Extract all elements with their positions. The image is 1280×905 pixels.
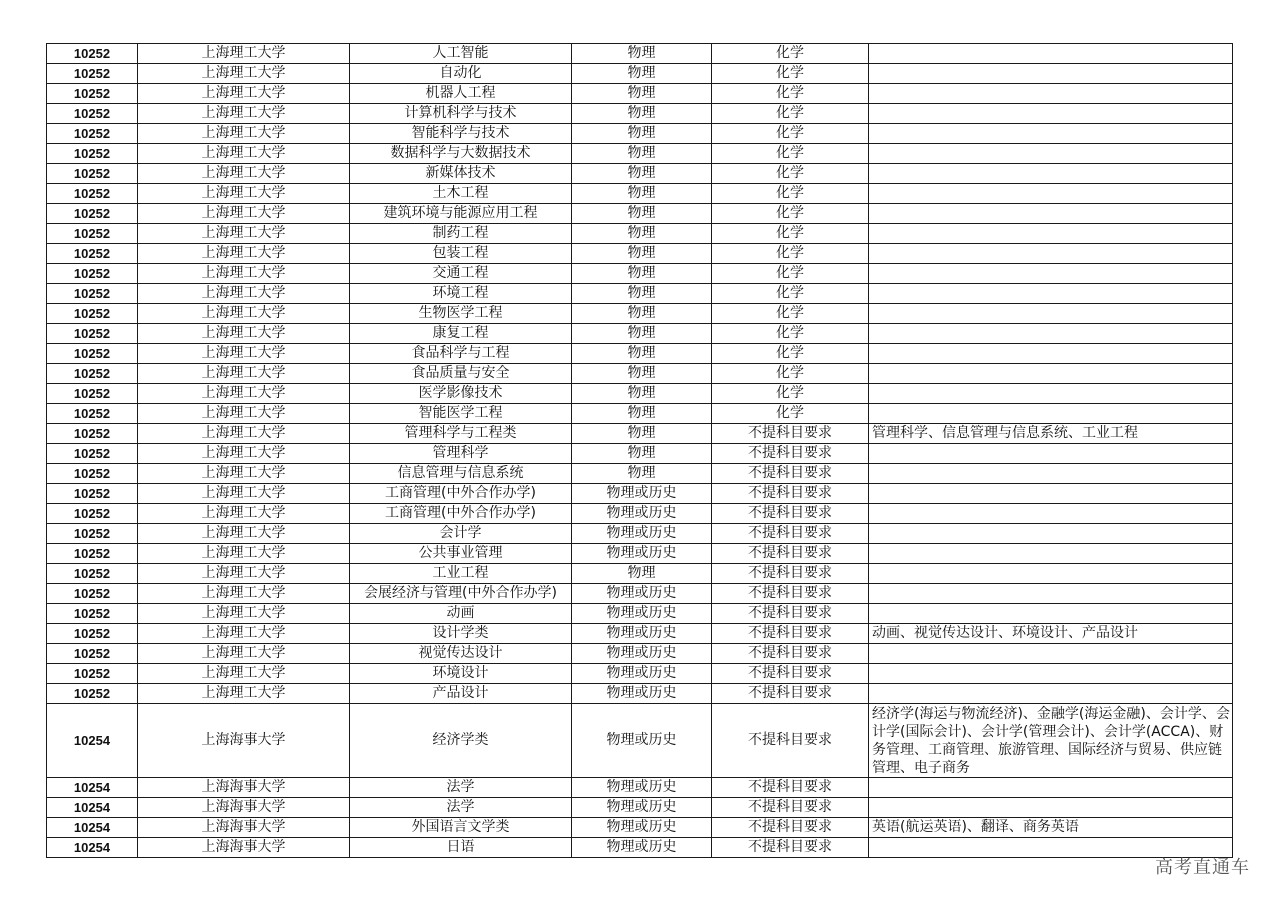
first-subject-cell: 物理 bbox=[572, 244, 712, 264]
table-row bbox=[47, 644, 1233, 664]
first-subject-cell: 物理 bbox=[572, 284, 712, 304]
university-code-cell: 10254 bbox=[47, 798, 138, 818]
second-subject-cell: 不提科目要求 bbox=[712, 664, 869, 684]
first-subject-cell: 物理或历史 bbox=[572, 684, 712, 704]
major-name-cell: 计算机科学与技术 bbox=[350, 104, 572, 124]
university-code-cell: 10252 bbox=[47, 324, 138, 344]
second-subject-cell: 不提科目要求 bbox=[712, 778, 869, 798]
second-subject-cell: 不提科目要求 bbox=[712, 564, 869, 584]
second-subject-cell: 不提科目要求 bbox=[712, 818, 869, 838]
table-row bbox=[47, 164, 1233, 184]
second-subject-cell: 化学 bbox=[712, 164, 869, 184]
university-code-cell: 10252 bbox=[47, 84, 138, 104]
included-majors-cell bbox=[869, 444, 1233, 464]
table-row bbox=[47, 818, 1233, 838]
university-name-cell: 上海理工大学 bbox=[138, 324, 350, 344]
university-code-cell: 10252 bbox=[47, 564, 138, 584]
university-name-cell: 上海理工大学 bbox=[138, 664, 350, 684]
table-row bbox=[47, 124, 1233, 144]
university-code-cell: 10252 bbox=[47, 264, 138, 284]
major-name-cell: 法学 bbox=[350, 778, 572, 798]
first-subject-cell: 物理或历史 bbox=[572, 604, 712, 624]
second-subject-cell: 化学 bbox=[712, 324, 869, 344]
major-name-cell: 工业工程 bbox=[350, 564, 572, 584]
included-majors-cell bbox=[869, 604, 1233, 624]
university-name-cell: 上海理工大学 bbox=[138, 304, 350, 324]
major-name-cell: 环境设计 bbox=[350, 664, 572, 684]
first-subject-cell: 物理或历史 bbox=[572, 504, 712, 524]
second-subject-cell: 不提科目要求 bbox=[712, 838, 869, 858]
included-majors-cell bbox=[869, 284, 1233, 304]
major-name-cell: 公共事业管理 bbox=[350, 544, 572, 564]
first-subject-cell: 物理 bbox=[572, 364, 712, 384]
university-code-cell: 10252 bbox=[47, 144, 138, 164]
university-code-cell: 10252 bbox=[47, 504, 138, 524]
university-code-cell: 10252 bbox=[47, 124, 138, 144]
university-name-cell: 上海理工大学 bbox=[138, 424, 350, 444]
first-subject-cell: 物理 bbox=[572, 424, 712, 444]
university-name-cell: 上海理工大学 bbox=[138, 364, 350, 384]
major-name-cell: 人工智能 bbox=[350, 44, 572, 64]
second-subject-cell: 不提科目要求 bbox=[712, 504, 869, 524]
major-name-cell: 会展经济与管理(中外合作办学) bbox=[350, 584, 572, 604]
major-name-cell: 食品质量与安全 bbox=[350, 364, 572, 384]
included-majors-cell bbox=[869, 384, 1233, 404]
second-subject-cell: 化学 bbox=[712, 244, 869, 264]
second-subject-cell: 化学 bbox=[712, 344, 869, 364]
second-subject-cell: 不提科目要求 bbox=[712, 704, 869, 778]
first-subject-cell: 物理 bbox=[572, 384, 712, 404]
university-name-cell: 上海理工大学 bbox=[138, 64, 350, 84]
table-row bbox=[47, 664, 1233, 684]
first-subject-cell: 物理或历史 bbox=[572, 664, 712, 684]
second-subject-cell: 化学 bbox=[712, 204, 869, 224]
university-code-cell: 10252 bbox=[47, 444, 138, 464]
first-subject-cell: 物理 bbox=[572, 464, 712, 484]
table-row bbox=[47, 704, 1233, 778]
university-code-cell: 10252 bbox=[47, 544, 138, 564]
university-name-cell: 上海海事大学 bbox=[138, 778, 350, 798]
second-subject-cell: 化学 bbox=[712, 224, 869, 244]
subject-requirements-table bbox=[46, 43, 1233, 858]
included-majors-cell bbox=[869, 164, 1233, 184]
university-code-cell: 10252 bbox=[47, 684, 138, 704]
second-subject-cell: 化学 bbox=[712, 64, 869, 84]
table-row bbox=[47, 324, 1233, 344]
first-subject-cell: 物理 bbox=[572, 144, 712, 164]
watermark-text: 高考直通车 bbox=[1155, 857, 1250, 878]
major-name-cell: 会计学 bbox=[350, 524, 572, 544]
major-name-cell: 日语 bbox=[350, 838, 572, 858]
first-subject-cell: 物理 bbox=[572, 224, 712, 244]
university-name-cell: 上海理工大学 bbox=[138, 584, 350, 604]
included-majors-cell bbox=[869, 264, 1233, 284]
first-subject-cell: 物理或历史 bbox=[572, 798, 712, 818]
first-subject-cell: 物理或历史 bbox=[572, 584, 712, 604]
university-code-cell: 10252 bbox=[47, 644, 138, 664]
university-name-cell: 上海理工大学 bbox=[138, 604, 350, 624]
table-row bbox=[47, 144, 1233, 164]
major-name-cell: 医学影像技术 bbox=[350, 384, 572, 404]
second-subject-cell: 不提科目要求 bbox=[712, 584, 869, 604]
university-code-cell: 10252 bbox=[47, 284, 138, 304]
second-subject-cell: 化学 bbox=[712, 84, 869, 104]
major-name-cell: 环境工程 bbox=[350, 284, 572, 304]
included-majors-cell bbox=[869, 144, 1233, 164]
table-row bbox=[47, 484, 1233, 504]
university-name-cell: 上海海事大学 bbox=[138, 798, 350, 818]
included-majors-cell: 英语(航运英语)、翻译、商务英语 bbox=[869, 818, 1233, 838]
university-name-cell: 上海理工大学 bbox=[138, 244, 350, 264]
table-row bbox=[47, 524, 1233, 544]
major-name-cell: 管理科学 bbox=[350, 444, 572, 464]
major-name-cell: 法学 bbox=[350, 798, 572, 818]
table-row bbox=[47, 504, 1233, 524]
university-name-cell: 上海理工大学 bbox=[138, 624, 350, 644]
first-subject-cell: 物理 bbox=[572, 264, 712, 284]
included-majors-cell bbox=[869, 564, 1233, 584]
major-name-cell: 动画 bbox=[350, 604, 572, 624]
included-majors-cell bbox=[869, 644, 1233, 664]
university-code-cell: 10252 bbox=[47, 244, 138, 264]
university-name-cell: 上海理工大学 bbox=[138, 84, 350, 104]
university-code-cell: 10252 bbox=[47, 464, 138, 484]
table-row bbox=[47, 204, 1233, 224]
first-subject-cell: 物理 bbox=[572, 44, 712, 64]
university-name-cell: 上海海事大学 bbox=[138, 838, 350, 858]
included-majors-cell bbox=[869, 304, 1233, 324]
included-majors-cell bbox=[869, 124, 1233, 144]
first-subject-cell: 物理或历史 bbox=[572, 524, 712, 544]
included-majors-cell bbox=[869, 484, 1233, 504]
major-name-cell: 自动化 bbox=[350, 64, 572, 84]
table-row bbox=[47, 604, 1233, 624]
second-subject-cell: 不提科目要求 bbox=[712, 444, 869, 464]
university-name-cell: 上海理工大学 bbox=[138, 204, 350, 224]
table-row bbox=[47, 544, 1233, 564]
second-subject-cell: 化学 bbox=[712, 144, 869, 164]
included-majors-cell bbox=[869, 344, 1233, 364]
first-subject-cell: 物理 bbox=[572, 204, 712, 224]
first-subject-cell: 物理或历史 bbox=[572, 838, 712, 858]
university-name-cell: 上海理工大学 bbox=[138, 164, 350, 184]
included-majors-cell bbox=[869, 204, 1233, 224]
major-name-cell: 土木工程 bbox=[350, 184, 572, 204]
major-name-cell: 食品科学与工程 bbox=[350, 344, 572, 364]
first-subject-cell: 物理 bbox=[572, 444, 712, 464]
included-majors-cell bbox=[869, 798, 1233, 818]
included-majors-cell bbox=[869, 684, 1233, 704]
major-name-cell: 交通工程 bbox=[350, 264, 572, 284]
major-name-cell: 外国语言文学类 bbox=[350, 818, 572, 838]
second-subject-cell: 不提科目要求 bbox=[712, 524, 869, 544]
table-row bbox=[47, 444, 1233, 464]
second-subject-cell: 不提科目要求 bbox=[712, 684, 869, 704]
second-subject-cell: 不提科目要求 bbox=[712, 464, 869, 484]
second-subject-cell: 不提科目要求 bbox=[712, 424, 869, 444]
table-row bbox=[47, 584, 1233, 604]
second-subject-cell: 不提科目要求 bbox=[712, 604, 869, 624]
table-row bbox=[47, 304, 1233, 324]
university-name-cell: 上海理工大学 bbox=[138, 264, 350, 284]
table-row bbox=[47, 84, 1233, 104]
major-name-cell: 建筑环境与能源应用工程 bbox=[350, 204, 572, 224]
university-code-cell: 10252 bbox=[47, 64, 138, 84]
university-code-cell: 10254 bbox=[47, 838, 138, 858]
university-name-cell: 上海理工大学 bbox=[138, 224, 350, 244]
first-subject-cell: 物理 bbox=[572, 304, 712, 324]
first-subject-cell: 物理或历史 bbox=[572, 544, 712, 564]
major-name-cell: 信息管理与信息系统 bbox=[350, 464, 572, 484]
first-subject-cell: 物理 bbox=[572, 164, 712, 184]
second-subject-cell: 化学 bbox=[712, 364, 869, 384]
included-majors-cell bbox=[869, 584, 1233, 604]
included-majors-cell: 动画、视觉传达设计、环境设计、产品设计 bbox=[869, 624, 1233, 644]
university-name-cell: 上海理工大学 bbox=[138, 404, 350, 424]
first-subject-cell: 物理 bbox=[572, 124, 712, 144]
university-name-cell: 上海理工大学 bbox=[138, 44, 350, 64]
major-name-cell: 新媒体技术 bbox=[350, 164, 572, 184]
table-row bbox=[47, 404, 1233, 424]
table-body bbox=[47, 44, 1233, 858]
included-majors-cell bbox=[869, 404, 1233, 424]
second-subject-cell: 不提科目要求 bbox=[712, 544, 869, 564]
table-row bbox=[47, 684, 1233, 704]
major-name-cell: 康复工程 bbox=[350, 324, 572, 344]
university-name-cell: 上海理工大学 bbox=[138, 344, 350, 364]
included-majors-cell bbox=[869, 364, 1233, 384]
university-name-cell: 上海理工大学 bbox=[138, 544, 350, 564]
first-subject-cell: 物理或历史 bbox=[572, 818, 712, 838]
university-code-cell: 10252 bbox=[47, 164, 138, 184]
included-majors-cell: 经济学(海运与物流经济)、金融学(海运金融)、会计学、会计学(国际会计)、会计学(管理会计)、会计学(ACCA)、财务管理、工商管理、旅游管理、国际经济与贸易、供应链管理、电子商务 bbox=[869, 704, 1233, 778]
university-name-cell: 上海理工大学 bbox=[138, 644, 350, 664]
included-majors-cell bbox=[869, 504, 1233, 524]
included-majors-cell bbox=[869, 64, 1233, 84]
university-code-cell: 10252 bbox=[47, 204, 138, 224]
major-name-cell: 管理科学与工程类 bbox=[350, 424, 572, 444]
included-majors-cell bbox=[869, 224, 1233, 244]
first-subject-cell: 物理或历史 bbox=[572, 624, 712, 644]
table-row bbox=[47, 184, 1233, 204]
university-code-cell: 10252 bbox=[47, 44, 138, 64]
university-code-cell: 10254 bbox=[47, 778, 138, 798]
second-subject-cell: 化学 bbox=[712, 124, 869, 144]
table-row bbox=[47, 364, 1233, 384]
university-name-cell: 上海理工大学 bbox=[138, 444, 350, 464]
major-name-cell: 生物医学工程 bbox=[350, 304, 572, 324]
table-row bbox=[47, 224, 1233, 244]
second-subject-cell: 化学 bbox=[712, 264, 869, 284]
second-subject-cell: 不提科目要求 bbox=[712, 624, 869, 644]
university-code-cell: 10252 bbox=[47, 424, 138, 444]
first-subject-cell: 物理 bbox=[572, 84, 712, 104]
second-subject-cell: 化学 bbox=[712, 384, 869, 404]
university-code-cell: 10252 bbox=[47, 624, 138, 644]
included-majors-cell bbox=[869, 544, 1233, 564]
table-row bbox=[47, 838, 1233, 858]
included-majors-cell bbox=[869, 778, 1233, 798]
table-row bbox=[47, 464, 1233, 484]
university-name-cell: 上海理工大学 bbox=[138, 464, 350, 484]
university-name-cell: 上海理工大学 bbox=[138, 384, 350, 404]
university-code-cell: 10252 bbox=[47, 604, 138, 624]
first-subject-cell: 物理或历史 bbox=[572, 704, 712, 778]
university-name-cell: 上海海事大学 bbox=[138, 704, 350, 778]
university-code-cell: 10252 bbox=[47, 184, 138, 204]
major-name-cell: 包装工程 bbox=[350, 244, 572, 264]
second-subject-cell: 不提科目要求 bbox=[712, 484, 869, 504]
second-subject-cell: 不提科目要求 bbox=[712, 644, 869, 664]
university-code-cell: 10252 bbox=[47, 364, 138, 384]
major-name-cell: 制药工程 bbox=[350, 224, 572, 244]
major-name-cell: 产品设计 bbox=[350, 684, 572, 704]
major-name-cell: 工商管理(中外合作办学) bbox=[350, 504, 572, 524]
university-code-cell: 10252 bbox=[47, 664, 138, 684]
table-row bbox=[47, 344, 1233, 364]
university-code-cell: 10254 bbox=[47, 818, 138, 838]
university-name-cell: 上海理工大学 bbox=[138, 484, 350, 504]
university-code-cell: 10252 bbox=[47, 404, 138, 424]
major-name-cell: 设计学类 bbox=[350, 624, 572, 644]
university-code-cell: 10254 bbox=[47, 704, 138, 778]
university-name-cell: 上海理工大学 bbox=[138, 684, 350, 704]
first-subject-cell: 物理 bbox=[572, 64, 712, 84]
table-row bbox=[47, 244, 1233, 264]
university-code-cell: 10252 bbox=[47, 384, 138, 404]
university-code-cell: 10252 bbox=[47, 104, 138, 124]
university-code-cell: 10252 bbox=[47, 344, 138, 364]
second-subject-cell: 化学 bbox=[712, 44, 869, 64]
first-subject-cell: 物理 bbox=[572, 344, 712, 364]
first-subject-cell: 物理或历史 bbox=[572, 778, 712, 798]
major-name-cell: 智能医学工程 bbox=[350, 404, 572, 424]
table-row bbox=[47, 624, 1233, 644]
university-code-cell: 10252 bbox=[47, 524, 138, 544]
university-name-cell: 上海理工大学 bbox=[138, 104, 350, 124]
included-majors-cell bbox=[869, 324, 1233, 344]
included-majors-cell bbox=[869, 464, 1233, 484]
major-name-cell: 视觉传达设计 bbox=[350, 644, 572, 664]
included-majors-cell bbox=[869, 524, 1233, 544]
university-name-cell: 上海理工大学 bbox=[138, 124, 350, 144]
included-majors-cell bbox=[869, 184, 1233, 204]
university-name-cell: 上海理工大学 bbox=[138, 184, 350, 204]
included-majors-cell: 管理科学、信息管理与信息系统、工业工程 bbox=[869, 424, 1233, 444]
second-subject-cell: 化学 bbox=[712, 104, 869, 124]
table-row bbox=[47, 44, 1233, 64]
second-subject-cell: 化学 bbox=[712, 404, 869, 424]
table-row bbox=[47, 798, 1233, 818]
first-subject-cell: 物理 bbox=[572, 324, 712, 344]
major-name-cell: 机器人工程 bbox=[350, 84, 572, 104]
first-subject-cell: 物理或历史 bbox=[572, 484, 712, 504]
table-row bbox=[47, 284, 1233, 304]
first-subject-cell: 物理或历史 bbox=[572, 644, 712, 664]
university-name-cell: 上海理工大学 bbox=[138, 284, 350, 304]
first-subject-cell: 物理 bbox=[572, 184, 712, 204]
university-code-cell: 10252 bbox=[47, 224, 138, 244]
university-name-cell: 上海理工大学 bbox=[138, 524, 350, 544]
university-name-cell: 上海理工大学 bbox=[138, 504, 350, 524]
first-subject-cell: 物理 bbox=[572, 564, 712, 584]
second-subject-cell: 化学 bbox=[712, 304, 869, 324]
second-subject-cell: 化学 bbox=[712, 184, 869, 204]
table-row bbox=[47, 564, 1233, 584]
university-code-cell: 10252 bbox=[47, 484, 138, 504]
university-name-cell: 上海理工大学 bbox=[138, 144, 350, 164]
included-majors-cell bbox=[869, 244, 1233, 264]
major-name-cell: 经济学类 bbox=[350, 704, 572, 778]
university-code-cell: 10252 bbox=[47, 584, 138, 604]
table-row bbox=[47, 384, 1233, 404]
included-majors-cell bbox=[869, 44, 1233, 64]
major-name-cell: 工商管理(中外合作办学) bbox=[350, 484, 572, 504]
included-majors-cell bbox=[869, 664, 1233, 684]
first-subject-cell: 物理 bbox=[572, 404, 712, 424]
major-name-cell: 数据科学与大数据技术 bbox=[350, 144, 572, 164]
table-row bbox=[47, 64, 1233, 84]
included-majors-cell bbox=[869, 104, 1233, 124]
second-subject-cell: 化学 bbox=[712, 284, 869, 304]
university-name-cell: 上海理工大学 bbox=[138, 564, 350, 584]
university-name-cell: 上海海事大学 bbox=[138, 818, 350, 838]
university-code-cell: 10252 bbox=[47, 304, 138, 324]
second-subject-cell: 不提科目要求 bbox=[712, 798, 869, 818]
table-row bbox=[47, 264, 1233, 284]
first-subject-cell: 物理 bbox=[572, 104, 712, 124]
major-name-cell: 智能科学与技术 bbox=[350, 124, 572, 144]
included-majors-cell bbox=[869, 84, 1233, 104]
table-row bbox=[47, 778, 1233, 798]
table-row bbox=[47, 104, 1233, 124]
table-row bbox=[47, 424, 1233, 444]
